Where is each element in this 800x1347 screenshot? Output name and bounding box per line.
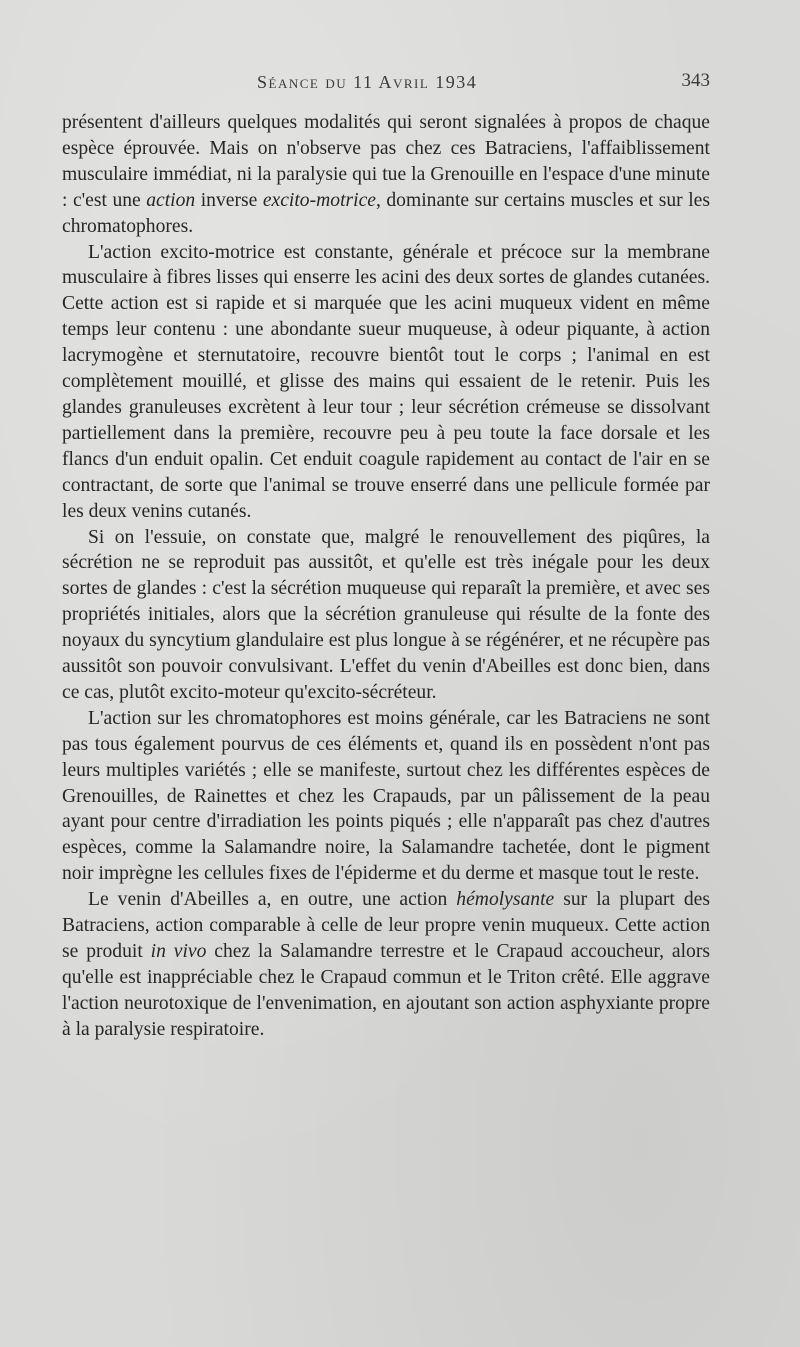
page-number: 343 (681, 70, 710, 91)
paragraph-1-text-2: inverse (195, 189, 263, 211)
italic-action: action (146, 189, 196, 211)
paragraph-5-text-1: Le venin d'Abeilles a, en outre, une action (88, 889, 457, 911)
italic-in-vivo: in vivo (150, 941, 207, 962)
italic-hemolysante: hémolysante (456, 889, 555, 911)
paragraph-3-text: Si on l'essuie, on constate que, malgré le renouvellement des piqûres, la sécrétion ne se reproduit pas aussitôt, et qu'elle est très inégale pour les deux sortes de glandes : c'est la sécrétion muqueuse qui reparaît la première, et avec ses propriétés initiales, alors que la sécrétion granuleuse qui résulte de la fonte des noyaux du syncytium glandulaire est plus longue à se régénérer, et ne récupère pas aussitôt son pouvoir convulsivant. L'effet du venin d'Abeilles est donc bien, dans ce cas, plutôt excito-moteur qu'excito-sécréteur. (62, 526, 710, 703)
italic-excito-motrice: excito-motrice (262, 189, 376, 211)
paragraph-1 (62, 110, 710, 240)
paragraph-1-text-3: , dominante sur certains muscles et sur les chromatophores. (62, 189, 710, 237)
paragraph-1-text-1: présentent d'ailleurs quelques modalités qui seront signalées à propos de chaque espèce éprouvée. Mais on n'observe pas chez ces Batraciens, l'affaiblissement musculaire immédiat, ni la paralysie qui tue la Grenouille en l'espace d'une minute : c'est une (62, 112, 710, 211)
paragraph-4 (62, 706, 710, 887)
paragraph-2-text: L'action excito-motrice est constante, générale et précoce sur la membrane musculaire à fibres lisses qui enserre les acini des deux sortes de glandes cutanées. Cette action est si rapide et si marquée que les acini muqueux vident en même temps leur contenu : une abondante sueur muqueuse, à odeur piquante, à action lacrymogène et sternutatoire, recouvre bientôt tout le corps ; l'animal en est complètement mouillé, et glisse des mains qui essaient de le retenir. Puis les glandes granuleuses excrètent à leur tour ; leur sécrétion crémeuse se dissolvant partiellement dans la première, recouvre peu à peu toute la face dorsale et les flancs d'un enduit opalin. Cet enduit coagule rapidement au contact de l'air en se contractant, de sorte que l'animal se trouve enserré dans une pellicule formée par les deux venins cutanés. (62, 241, 710, 522)
paragraph-2 (62, 240, 710, 525)
paragraph-5-text-3: chez la Salamandre terrestre et le Crapaud accoucheur, alors qu'elle est inappréciable chez le Crapaud commun et le Triton crêté. Elle aggrave l'action neurotoxique de l'envenimation, en ajoutant son action asphyxiante propre à la paralysie respiratoire. (62, 941, 710, 1040)
paragraph-5 (62, 887, 710, 1042)
running-head: Séance du 11 Avril 1934 (257, 72, 478, 92)
body-text (62, 110, 710, 1043)
paragraph-4-text: L'action sur les chromatophores est moins générale, car les Batraciens ne sont pas tous également pourvus de ces éléments et, quand ils en possèdent n'ont pas leurs multiples variétés ; elle se manifeste, surtout chez les différentes espèces de Grenouilles, de Rainettes et chez les Crapauds, par un pâlissement de la peau ayant pour centre d'irradiation les points piqués ; elle n'apparaît pas chez d'autres espèces, comme la Salamandre noire, la Salamandre tachetée, dont le pigment noir imprègne les cellules fixes de l'épiderme et du derme et masque tout le reste. (62, 707, 710, 885)
paragraph-5-text-2: sur la plupart des Batraciens, action comparable à celle de leur propre venin muqueux. Cette action se produit (62, 889, 710, 962)
paragraph-3 (62, 525, 710, 706)
page-header (62, 68, 710, 100)
